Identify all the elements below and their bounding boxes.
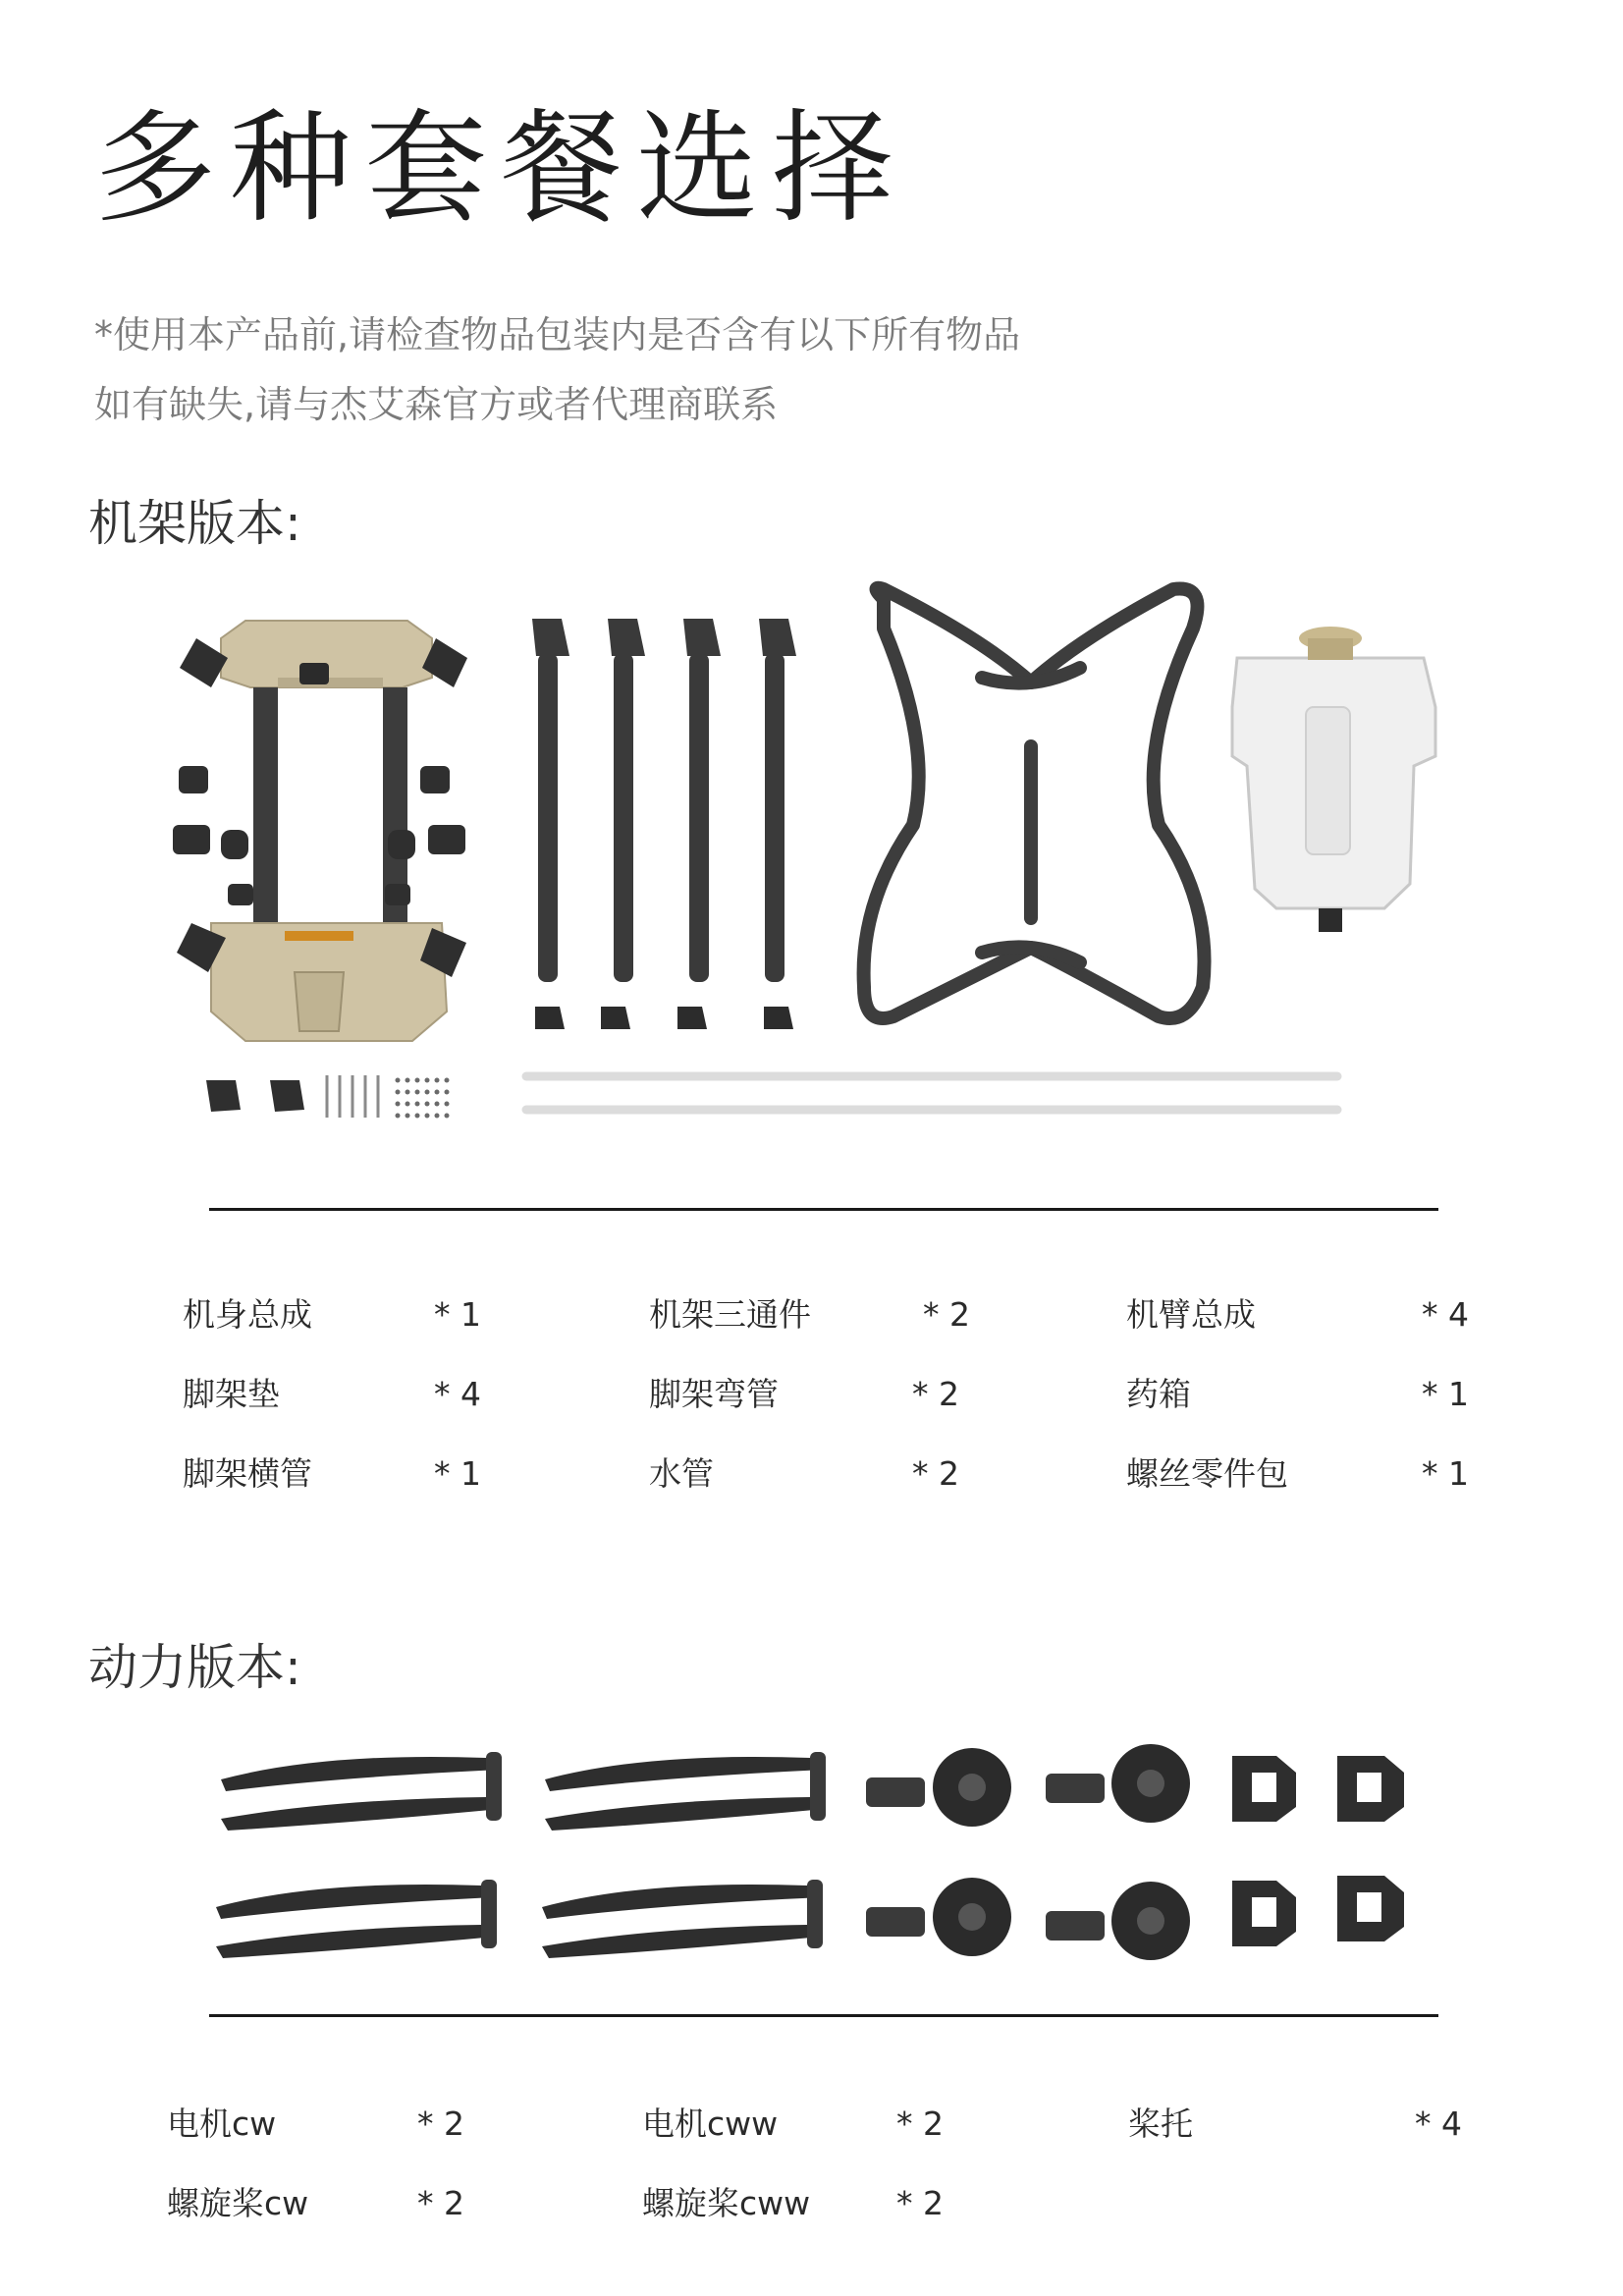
landing-gear-tubes-image [864, 588, 1205, 1018]
notice-line-2: 如有缺失,请与杰艾森官方或者代理商联系 [94, 383, 779, 426]
frame-version-heading: 机架版本: [88, 495, 301, 552]
frame-item-name: 螺丝零件包 [1126, 1454, 1288, 1493]
power-item-qty: * 4 [1415, 2105, 1462, 2143]
power-item-name: 电机cww [642, 2105, 779, 2143]
frame-item-name: 机架三通件 [649, 1295, 811, 1334]
power-item-name: 电机cw [167, 2105, 277, 2143]
frame-item-name: 药箱 [1126, 1375, 1191, 1413]
foot-pads-image [535, 1007, 793, 1029]
frame-item-name: 机身总成 [183, 1295, 312, 1334]
propellers-image [216, 1752, 826, 1958]
frame-item-name: 脚架弯管 [649, 1375, 779, 1413]
power-item-name: 螺旋桨cw [167, 2184, 309, 2222]
propeller-holders-image [1232, 1756, 1404, 1946]
screw-kit-image [327, 1075, 378, 1118]
water-pipes-image [526, 1076, 1337, 1110]
power-version-parts-illustration [0, 1728, 1623, 2003]
frame-item-name: 机臂总成 [1126, 1295, 1256, 1334]
power-item-name: 螺旋桨cww [642, 2184, 811, 2222]
tee-fittings-image [206, 1080, 304, 1112]
power-item-qty: * 2 [896, 2105, 944, 2143]
frame-item-qty: * 1 [1422, 1454, 1469, 1493]
screw-dots-image [396, 1078, 450, 1119]
frame-item-qty: * 2 [912, 1375, 959, 1413]
page-title: 多种套餐选择 [94, 98, 908, 240]
frame-item-qty: * 2 [912, 1454, 959, 1493]
frame-item-qty: * 1 [1422, 1375, 1469, 1413]
power-item-name: 桨托 [1128, 2105, 1193, 2143]
frame-item-qty: * 1 [434, 1295, 481, 1334]
body-assembly-image [173, 621, 467, 1041]
frame-item-qty: * 1 [434, 1454, 481, 1493]
frame-item-name: 脚架垫 [183, 1375, 280, 1413]
frame-item-name: 脚架横管 [183, 1454, 312, 1493]
frame-item-qty: * 2 [923, 1295, 970, 1334]
power-version-heading: 动力版本: [88, 1639, 301, 1696]
motors-image [866, 1744, 1190, 1960]
frame-item-qty: * 4 [1422, 1295, 1469, 1334]
divider-power-version [209, 2014, 1438, 2017]
power-item-qty: * 2 [417, 2105, 464, 2143]
power-item-qty: * 2 [896, 2184, 944, 2222]
notice-line-1: *使用本产品前,请检查物品包装内是否含有以下所有物品 [94, 313, 1021, 356]
arm-assemblies-image [532, 619, 796, 982]
frame-item-name: 水管 [649, 1454, 714, 1493]
power-item-qty: * 2 [417, 2184, 464, 2222]
frame-item-qty: * 4 [434, 1375, 481, 1413]
spray-tank-image [1232, 627, 1435, 932]
divider-frame-version [209, 1208, 1438, 1211]
